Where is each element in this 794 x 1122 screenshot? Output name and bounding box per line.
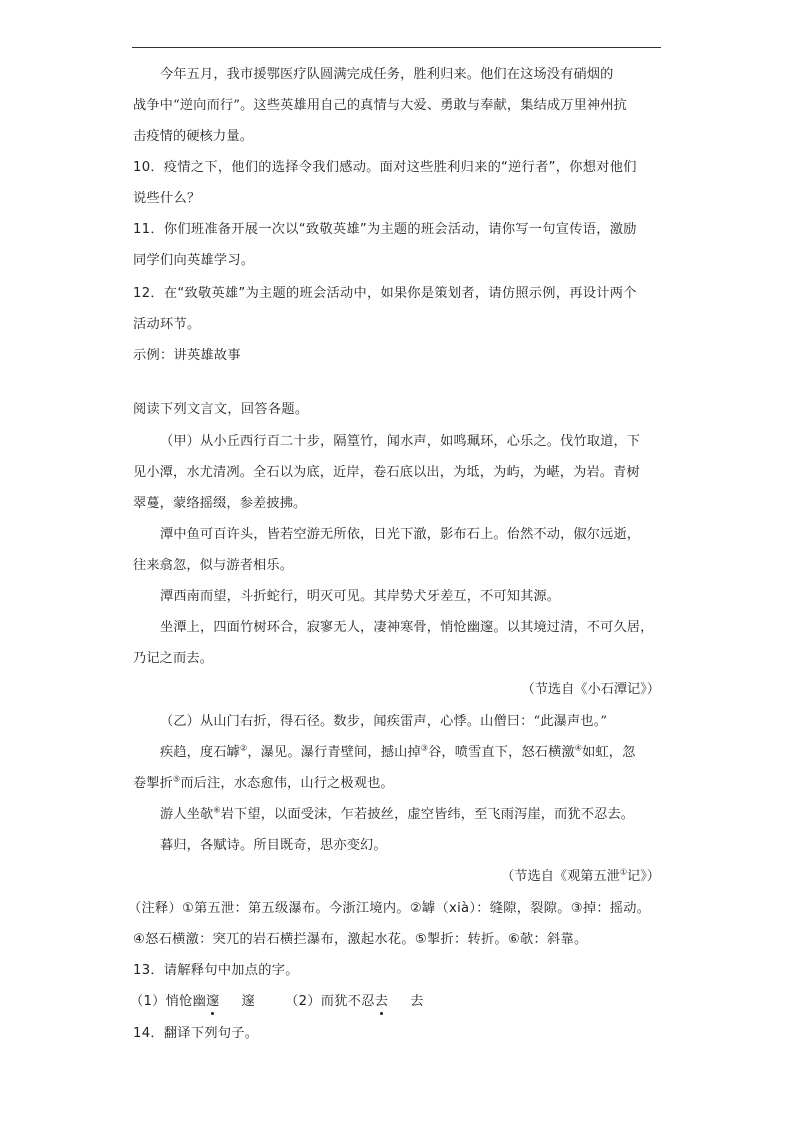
yi-line: 卷掣折⑤而后注，水态愈伟，山行之极观也。 — [133, 774, 394, 791]
dotted-char: 邃 — [206, 994, 220, 1009]
yi-source: （节选自《观第五泄①记》） — [501, 867, 660, 884]
question-11-cont: 同学们向英雄学习。 — [133, 253, 255, 268]
example-text: 示例：讲英雄故事 — [133, 348, 241, 363]
notes-line: （注释）①第五泄：第五级瀑布。今浙江境内。②罅（xià）：缝隙，裂隙。③掉：摇动。 — [128, 901, 651, 916]
jia-line: 往来翕忽，似与游者相乐。 — [133, 558, 294, 573]
jia-line: 翠蔓，蒙络摇缀，参差披拂。 — [133, 496, 307, 511]
jia-line: 坐潭上，四面竹树环合，寂寥无人，凄神寒骨，悄怆幽邃。以其境过清，不可久居， — [160, 620, 654, 635]
jia-line: 乃记之而去。 — [133, 651, 214, 666]
question-12-cont: 活动环节。 — [133, 317, 201, 332]
question-12: 12．在“致敬英雄”为主题的班会活动中，如果你是策划者，请仿照示例，再设计两个 — [133, 286, 637, 301]
question-11: 11．你们班准备开展一次以“致敬英雄”为主题的班会活动，请你写一句宣传语，激励 — [133, 222, 637, 237]
jia-line: 潭西南而望，斗折蛇行，明灭可见。其岸势犬牙差互，不可知其源。 — [160, 589, 561, 604]
jia-line: 见小潭，水尤清冽。全石以为底，近岸，卷石底以出，为坻，为屿，为嵁，为岩。青树 — [133, 465, 640, 480]
jia-line: 潭中鱼可百许头，皆若空游无所依，日光下澈，影布石上。佁然不动，俶尔远逝， — [160, 527, 641, 542]
answer-word: 去 — [410, 994, 424, 1009]
passage-line: 今年五月，我市援鄂医疗队圆满完成任务，胜利归来。他们在这场没有硝烟的 — [160, 67, 614, 82]
reading-intro: 阅读下列文言文，回答各题。 — [133, 402, 309, 417]
header-rule — [132, 47, 661, 48]
notes-line: ④怒石横激：突兀的岩石横拦瀑布，激起水花。⑤掣折：转折。⑥欹：斜靠。 — [133, 932, 588, 947]
question-13: 13．请解释句中加点的字。 — [133, 963, 299, 978]
passage-line: 击疫情的硬核力量。 — [133, 129, 254, 144]
question-10-cont: 说些什么？ — [133, 191, 201, 206]
answer-word: 邃 — [241, 994, 256, 1009]
yi-line: 疾趋，度石罅②，瀑见。瀑行青壁间，撼山掉③谷，喷雪直下，怒石横激④如虹，忽 — [160, 743, 636, 760]
question-10: 10．疫情之下，他们的选择令我们感动。面对这些胜利归来的“逆行者”，你想对他们 — [133, 160, 637, 175]
dotted-char: 去 — [374, 994, 389, 1009]
jia-line: （甲）从小丘西行百二十步，隔篁竹，闻水声，如鸣珮环，心乐之。伐竹取道，下 — [160, 434, 641, 449]
question-13-items: （1）悄怆幽邃 邃 （2）而犹不忍去 去 — [130, 994, 424, 1009]
jia-source: （节选自《小石潭记》） — [521, 682, 660, 697]
yi-line: 暮归，各赋诗。所目既奇，思亦变幻。 — [160, 838, 387, 853]
passage-line: 战争中“逆向而行”。这些英雄用自己的真情与大爱、勇敢与奉献，集结成万里神州抗 — [133, 98, 627, 113]
question-14: 14．翻译下列句子。 — [133, 1026, 259, 1041]
yi-line: 游人坐欹⑥岩下望，以面受沫，乍若披丝，虚空皆纬，至飞雨泻崖，而犹不忍去。 — [160, 805, 635, 822]
yi-line: （乙）从山门右折，得石径。数步，闻疾雷声，心悸。山僧曰：“此瀑声也。” — [160, 714, 608, 729]
